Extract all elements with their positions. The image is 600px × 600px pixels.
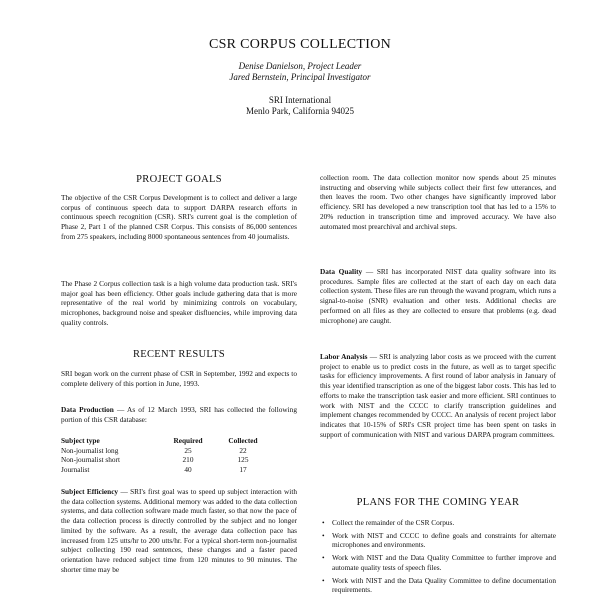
- plans-list: [320, 518, 556, 598]
- list-item: [320, 553, 556, 572]
- list-item-text: Work with NIST and the Data Quality Committee to define documentation requirements.: [332, 575, 556, 595]
- list-item: [320, 576, 556, 595]
- subject-efficiency-paragraph: [61, 487, 297, 574]
- page-title: CSR CORPUS COLLECTION: [208, 37, 392, 52]
- continued-paragraph: collection room. The data collection monitor now spends about 25 minutes instructing and observing while subjects collect their first few utterances, and then leaves the room. Two other changes have significantly improved labor efficiency. SRI has developed a new transcription tool that has led to a 15% to 20% reduction in transcription time and improved accuracy. We have also automated most prearchival and archival steps.: [320, 173, 556, 231]
- table-header-row: [61, 436, 297, 446]
- table-cell: 40: [184, 465, 192, 475]
- table-cell: 210: [182, 455, 194, 465]
- table-cell: 22: [239, 445, 247, 455]
- subject-table: [61, 436, 297, 475]
- author-project-leader: Denise Danielson, Project Leader: [238, 61, 362, 71]
- table-cell: Non-journalist short: [61, 455, 120, 465]
- list-item: [320, 518, 556, 528]
- labor-analysis-text: — SRI is analyzing labor costs as we proceed with the current project to enable us to predict costs in the future, as well as to target specific tasks for efficiency improvements. A first round of labor analysis in January of this year identified transcription as one of the biggest labor costs. This has led to efforts to make the transcription task easier and more efficient. SRI continues to work with NIST and the CCCC to clarify transcription guidelines and implement changes recommended by CCCC. An analysis of recent project labor indicates that 10-15% of SRI's CSR project time has been spent on tasks in support of communication with NIST and various DARPA program committees.: [320, 352, 557, 439]
- affiliation-location: Menlo Park, California 94025: [246, 106, 354, 116]
- table-cell: 25: [184, 445, 192, 455]
- list-item-text: Collect the remainder of the CSR Corpus.: [332, 518, 455, 527]
- project-goals-paragraph-2: The Phase 2 Corpus collection task is a high volume data production task. SRI's major goal has been efficiency. Other goals include gathering data that is more representative of the real world by minimizing controls on vocabulary, microphones, background noise and speaker disfluencies, while improving data quality controls.: [61, 279, 297, 327]
- list-item: [320, 531, 556, 550]
- bullet-icon: •: [322, 575, 325, 585]
- affiliation-institution: SRI International: [268, 95, 332, 105]
- bullet-icon: •: [322, 530, 325, 540]
- labor-analysis-paragraph: [320, 352, 556, 439]
- recent-results-paragraph-1: SRI began work on the current phase of CSR in September, 1992 and expects to complete delivery of this portion in June, 1993.: [61, 369, 297, 388]
- data-production-paragraph: [61, 405, 297, 424]
- subject-efficiency-text: — SRI's first goal was to speed up subject interaction with the data collection systems. Additional memory was added to the data collection systems, and data collection software made much faster, so that now the pace of the data collection process is directly controlled by the subject and no longer limited by the software. As a result, the average data collection pace has increased from 125 utts/hr to 200 utts/hr. For a typical short-term non-journalist subject collecting 190 read sentences, these changes and a faster paced orientation have reduced subject time from 120 minutes to 90 minutes. The shorter time may be: [61, 487, 298, 574]
- table-cell: Journalist: [61, 465, 90, 475]
- bullet-icon: •: [322, 553, 325, 563]
- data-quality-label: Data Quality: [320, 267, 363, 276]
- author-principal-investigator: Jared Bernstein, Principal Investigator: [229, 72, 371, 82]
- table-row: [61, 465, 297, 475]
- list-item-text: Work with NIST and CCCC to define goals and constraints for alternate microphones and environments.: [332, 530, 556, 550]
- table-row: [61, 446, 297, 456]
- data-production-text: — As of 12 March 1993, SRI has collected the following portion of this CSR database:: [61, 405, 297, 424]
- data-quality-paragraph: [320, 267, 556, 325]
- subject-efficiency-label: Subject Efficiency: [61, 487, 119, 496]
- section-heading-plans: PLANS FOR THE COMING YEAR: [356, 497, 520, 508]
- section-heading-recent-results: RECENT RESULTS: [132, 349, 225, 360]
- list-item-text: Work with NIST and the Data Quality Committee to further improve and automate quality tests of speech files.: [332, 553, 556, 572]
- table-cell: Non-journalist long: [61, 445, 119, 455]
- table-header-collected: Collected: [228, 436, 258, 445]
- table-header-required: Required: [173, 436, 203, 445]
- bullet-icon: •: [322, 518, 325, 527]
- table-cell: 17: [239, 465, 247, 475]
- project-goals-paragraph-1: The objective of the CSR Corpus Development is to collect and deliver a large corpus of continuous speech data to support DARPA research efforts in continuous speech recognition (CSR). SRI's current goal is the completion of Phase 2, Part 1 of the planned CSR Corpus. This consists of 86,000 sentences from 275 speakers, including 8000 spontaneous sentences from 40 journalists.: [61, 193, 297, 241]
- section-heading-project-goals: PROJECT GOALS: [136, 174, 222, 185]
- data-production-label: Data Production: [61, 405, 114, 414]
- table-header-subject-type: Subject type: [61, 436, 100, 445]
- labor-analysis-label: Labor Analysis: [320, 352, 368, 361]
- table-row: [61, 455, 297, 465]
- table-cell: 125: [237, 455, 249, 465]
- data-quality-text: — SRI has incorporated NIST data quality software into its procedures. Sample files are collected at the start of each day on each data collection system. These files are run through the wavand program, which runs a signal-to-noise (SNR) evaluation and other tests. Additional checks are performed on all files as they are collected to ensure that problems (e.g. dead microphone) are caught.: [320, 267, 556, 325]
